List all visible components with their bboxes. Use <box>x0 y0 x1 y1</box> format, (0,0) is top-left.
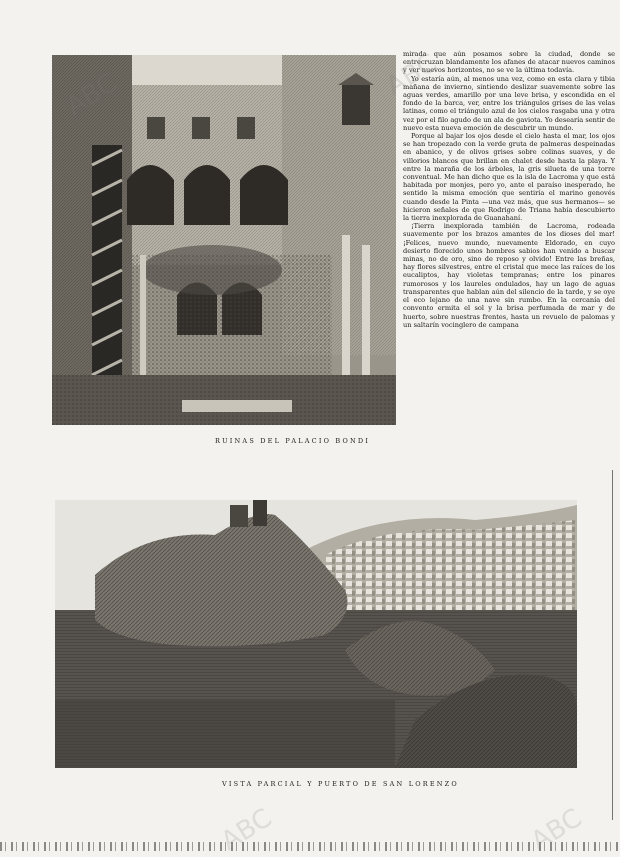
photo-harbour-view <box>55 500 577 768</box>
watermark-logo: ABC <box>526 803 588 857</box>
article-paragraph: Porque al bajar los ojos desde el cielo hasta el mar, los ojos se han tropezado con la verde gruta de palmeras despeinadas en abanico, y de olivos grises sobre colinas suaves, y de villorios blancos que brillan en chalet desde hasta la playa. Y entre la maraña de los árboles, la gris silueta de una torre conventual. Me han dicho que es la isla de Lacroma y que está habitada por monjes, pero yo, ante el paraíso inesperado, he sentido la misma emoción que sentiría el marino genovés cuando desde la Pinta —una vez más, que sus hermanos— se hicieron señales de que Rodrigo de Triana había descubierto la tierra inexplorada de Guanahaní. <box>403 132 615 223</box>
article-paragraph: ¡Tierra inexplorada también de Lacroma, rodeada suavemente por los brazos amantes de los dioses del mar! ¡Felices, nuevo mundo, nuevamente Eldorado, en cuyo desierto florecido unos hombres sabios han venido a buscar minas, no de oro, sino de reposo y olvido! Entre las breñas, hay flores silvestres, entre el cristal que mece las raíces de los eucaliptos, hay violetas tempranas; entre los pinares rumorosos y los laureles ondulados, hay un lago de aguas transparentes que hablan aún del silencio de la tarde, y se oye el eco lejano de una nave sin rumbo. En la cercanía del convento ermita el sol y la brisa perfumada de mar y de huerto, sobre nuestras frentes, hasta un revuelo de palomas y un saltarín vocinglero de campana <box>403 222 615 329</box>
palace-ruins-illustration <box>52 55 396 425</box>
bottom-print-strip <box>0 842 620 851</box>
article-body <box>403 50 615 440</box>
article-paragraph: mirada que aún posamos sobre la ciudad, donde se entrecruzan blandamente los afanes de atacar nuevos caminos y ver nuevos horizontes, no se ve la última todavía. <box>403 50 615 75</box>
caption-harbour-view: VISTA PARCIAL Y PUERTO DE SAN LORENZO <box>222 780 459 788</box>
caption-palace-ruins: RUINAS DEL PALACIO BONDI <box>215 437 371 445</box>
harbour-illustration <box>55 500 577 768</box>
article-paragraph: Yo estaría aún, al menos una vez, como en esta clara y tibia mañana de invierno, sintiendo deslizar suavemente sobre las aguas verdes, amarillo por una leve brisa, y escondida en el fondo de la barca, ver, entre los triángulos grises de las velas latinas, como el triángulo azul de los cielos rasgaba una y otra vez por el filo agudo de un ala de gaviota. Yo desearía sentir de nuevo esta nueva emoción de descubrir un mundo. <box>403 74 615 132</box>
right-page-edge <box>612 470 613 820</box>
watermark-logo: ABC <box>381 48 443 102</box>
photo-palace-ruins <box>52 55 396 425</box>
watermark-logo: ABC <box>216 803 278 857</box>
